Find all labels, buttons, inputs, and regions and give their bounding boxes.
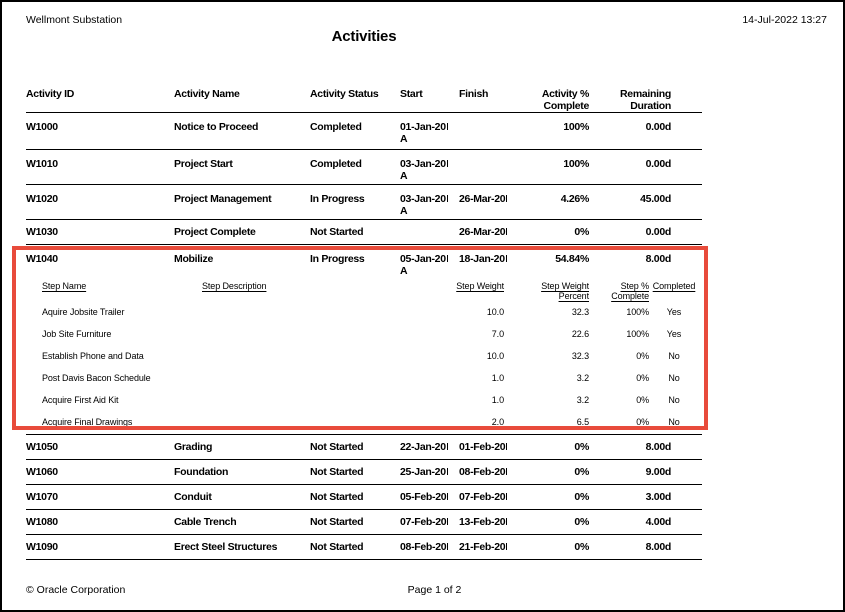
table-row [26,535,702,560]
cell-step-weight-percent: 3.2 [576,373,589,383]
finish-date: 08-Feb-20 [459,466,506,478]
header-step-pct-line2: Complete [611,291,649,301]
cell-remaining-duration: 8.00d [645,441,671,453]
cell-step-weight: 1.0 [491,395,504,405]
cell-spacer [671,510,702,534]
cell-activity-name: Notice to Proceed [174,121,259,133]
finish-date: 26-Mar-20 [459,226,506,238]
cell-step-completed: Yes [666,307,682,317]
cell-activity-name: Erect Steel Structures [174,541,278,553]
finish-date: 01-Feb-20 [459,441,506,453]
cell-finish [459,150,527,184]
cell-activity-status: Not Started [310,516,364,528]
cell-activity-pct: 54.84% [555,253,589,265]
header-spacer [671,84,702,112]
header-activity-pct [527,84,589,112]
cell-step-weight: 2.0 [491,417,504,427]
cell-step-name: Aquire Jobsite Trailer [42,307,125,317]
header-step-description: Step Description [202,281,267,291]
cell-activity-name: Cable Trench [174,516,237,528]
cell-spacer [671,245,702,279]
cell-step-completed: No [668,373,680,383]
table-row [26,113,702,150]
finish-date: 07-Feb-20 [459,491,506,503]
cell-finish [459,220,527,244]
cell-finish [459,510,527,534]
cell-step-weight-percent: 22.6 [571,329,589,339]
cell-start [400,510,459,534]
cell-activity-status: Not Started [310,441,364,453]
cell-start [400,245,459,279]
cell-activity-pct: 0% [574,516,589,528]
cell-step-pct-complete: 0% [636,351,649,361]
cell-start [400,185,459,219]
cell-spacer [671,535,702,559]
cell-remaining-duration: 4.00d [645,516,671,528]
cell-spacer [671,435,702,459]
cell-finish [459,535,527,559]
cell-activity-id: W1000 [26,121,58,133]
cell-activity-name: Project Start [174,158,233,170]
start-date: 03-Jan-20 [400,158,446,170]
step-row [42,347,699,369]
cell-spacer [671,113,702,149]
cell-activity-id: W1020 [26,193,58,205]
header-step-weight-percent-line1: Step Weight [541,281,589,291]
cell-activity-status: Not Started [310,541,364,553]
cell-remaining-duration: 8.00d [645,541,671,553]
cell-activity-pct: 0% [574,226,589,238]
cell-remaining-duration: 9.00d [645,466,671,478]
activities-table [26,84,702,560]
actual-flag: A [400,265,408,277]
cell-activity-pct: 4.26% [560,193,589,205]
start-date: 05-Feb-20 [400,491,447,503]
header-step-name: Step Name [42,281,87,291]
cell-activity-pct: 0% [574,541,589,553]
cell-step-weight: 7.0 [491,329,504,339]
cell-activity-id: W1010 [26,158,58,170]
cell-activity-id: W1070 [26,491,58,503]
table-header-row [26,84,702,113]
cell-finish [459,485,527,509]
cell-start [400,150,459,184]
start-date: 05-Jan-20 [400,253,446,265]
cell-step-description [202,369,392,391]
cell-step-description [202,303,392,325]
cell-step-weight-percent: 32.3 [571,351,589,361]
cell-activity-pct: 0% [574,491,589,503]
header-step-completed: Completed [652,281,696,291]
cell-finish [459,245,527,279]
header-activity-pct-line2: Complete [543,100,589,112]
step-row [42,391,699,413]
table-row [26,185,702,220]
cell-activity-status: Not Started [310,226,364,238]
cell-step-description [202,347,392,369]
cell-activity-pct: 0% [574,441,589,453]
cell-start [400,435,459,459]
cell-step-weight-percent: 3.2 [576,395,589,405]
header-step-pct-complete [589,279,649,303]
cell-activity-id: W1060 [26,466,58,478]
start-date: 01-Jan-20 [400,121,446,133]
header-step-weight-percent [504,279,589,303]
cell-activity-name: Grading [174,441,213,453]
cell-spacer [671,150,702,184]
header-step-pct-line1: Step % [620,281,649,291]
cell-step-name: Job Site Furniture [42,329,112,339]
cell-step-description [202,413,392,435]
cell-start [400,535,459,559]
cell-spacer [671,460,702,484]
header-remaining-duration [589,84,671,112]
cell-step-name: Acquire First Aid Kit [42,395,119,405]
cell-spacer [671,185,702,219]
cell-activity-name: Project Complete [174,226,256,238]
cell-step-description [202,325,392,347]
cell-activity-id: W1050 [26,441,58,453]
cell-activity-status: Completed [310,121,362,133]
cell-activity-status: In Progress [310,193,365,205]
cell-activity-name: Foundation [174,466,229,478]
header-activity-name: Activity Name [174,88,240,100]
table-row [26,150,702,185]
cell-step-completed: No [668,395,680,405]
cell-step-name: Acquire Final Drawings [42,417,133,427]
start-date: 25-Jan-20 [400,466,446,478]
cell-activity-status: In Progress [310,253,365,265]
report-title: Activities [331,28,397,45]
cell-activity-name: Mobilize [174,253,214,265]
cell-start [400,460,459,484]
report-timestamp: 14-Jul-2022 13:27 [742,14,827,26]
header-step-weight: Step Weight [456,281,504,291]
table-row [26,460,702,485]
cell-step-completed: Yes [666,329,682,339]
copyright-text: © Oracle Corporation [26,584,126,596]
cell-step-completed: No [668,417,680,427]
start-date: 22-Jan-20 [400,441,446,453]
table-row-with-steps [26,245,702,435]
header-start: Start [400,88,423,100]
table-row [26,485,702,510]
cell-activity-name: Project Management [174,193,272,205]
cell-step-weight: 1.0 [491,373,504,383]
cell-activity-id: W1040 [26,253,58,265]
cell-remaining-duration: 3.00d [645,491,671,503]
header-activity-id: Activity ID [26,88,75,100]
cell-remaining-duration: 45.00d [640,193,671,205]
header-remaining-line1: Remaining [620,88,671,100]
cell-step-weight-percent: 32.3 [571,307,589,317]
cell-finish [459,185,527,219]
cell-step-pct-complete: 0% [636,417,649,427]
start-date: 03-Jan-20 [400,193,446,205]
actual-flag: A [400,205,408,217]
cell-activity-pct: 100% [563,158,589,170]
cell-activity-id: W1080 [26,516,58,528]
cell-step-pct-complete: 100% [626,329,649,339]
cell-start [400,220,459,244]
project-name: Wellmont Substation [26,14,123,26]
cell-step-weight: 10.0 [486,307,504,317]
actual-flag: A [400,133,408,145]
header-remaining-line2: Duration [630,100,671,112]
steps-table [42,279,699,435]
cell-step-description [202,391,392,413]
step-row [42,325,699,347]
header-finish: Finish [459,88,489,100]
finish-date: 18-Jan-20 [459,253,505,265]
header-step-weight-percent-line2: Percent [558,291,589,301]
table-row [26,510,702,535]
cell-remaining-duration: 0.00d [645,121,671,133]
cell-activity-status: Not Started [310,491,364,503]
cell-step-weight-percent: 6.5 [576,417,589,427]
cell-activity-id: W1090 [26,541,58,553]
cell-remaining-duration: 8.00d [645,253,671,265]
cell-activity-pct: 0% [574,466,589,478]
cell-activity-id: W1030 [26,226,58,238]
finish-date: 21-Feb-20 [459,541,506,553]
cell-activity-name: Conduit [174,491,212,503]
cell-start [400,485,459,509]
cell-remaining-duration: 0.00d [645,158,671,170]
cell-spacer [671,485,702,509]
cell-step-pct-complete: 100% [626,307,649,317]
actual-flag: A [400,170,408,182]
cell-activity-status: Not Started [310,466,364,478]
cell-step-completed: No [668,351,680,361]
page-number: Page 1 of 2 [407,584,462,596]
header-activity-status: Activity Status [310,88,379,100]
cell-step-weight: 10.0 [486,351,504,361]
table-row [26,435,702,460]
cell-step-name: Post Davis Bacon Schedule [42,373,151,383]
step-row [42,413,699,435]
cell-spacer [671,220,702,244]
table-row [26,220,702,245]
cell-remaining-duration: 0.00d [645,226,671,238]
cell-finish [459,113,527,149]
cell-start [400,113,459,149]
cell-step-pct-complete: 0% [636,373,649,383]
cell-finish [459,460,527,484]
start-date: 07-Feb-20 [400,516,447,528]
start-date: 08-Feb-20 [400,541,447,553]
cell-activity-status: Completed [310,158,362,170]
cell-step-name: Establish Phone and Data [42,351,144,361]
cell-finish [459,435,527,459]
steps-header-row [42,279,699,303]
table-row [26,245,702,279]
step-row [42,369,699,391]
finish-date: 13-Feb-20 [459,516,506,528]
step-row [42,303,699,325]
header-activity-pct-line1: Activity % [541,88,589,100]
finish-date: 26-Mar-20 [459,193,506,205]
cell-activity-pct: 100% [563,121,589,133]
cell-step-pct-complete: 0% [636,395,649,405]
